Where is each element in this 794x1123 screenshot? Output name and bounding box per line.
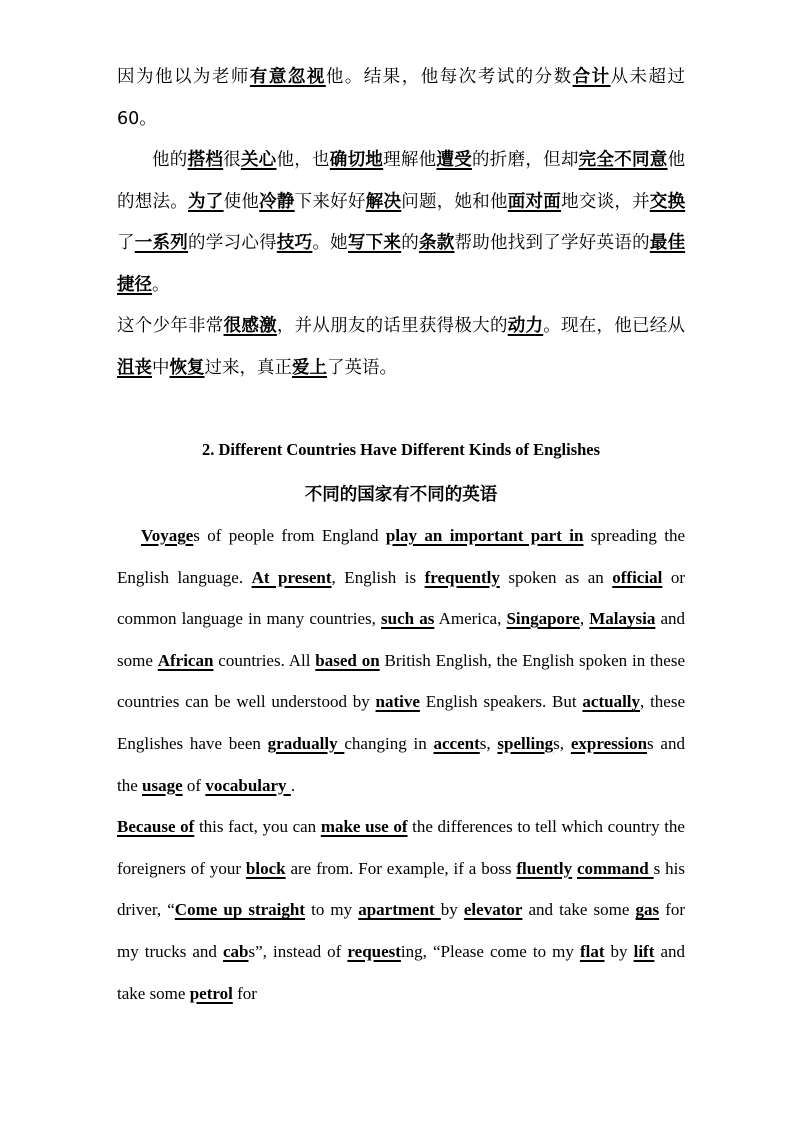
text-run: and some xyxy=(117,609,686,670)
underline xyxy=(636,900,660,919)
vocab-term: 恢复 xyxy=(169,357,205,378)
vocab-term: block xyxy=(245,858,286,878)
text-run: to my xyxy=(305,900,359,920)
underline xyxy=(634,942,655,961)
underline xyxy=(464,900,523,919)
underline xyxy=(508,192,561,212)
underline xyxy=(315,651,379,670)
underline xyxy=(579,150,668,170)
text-run: for xyxy=(232,983,257,1003)
text-run: spreading the English language. xyxy=(117,526,686,587)
english-body xyxy=(117,515,685,1014)
vocab-term: accent xyxy=(433,733,480,753)
vocab-term: spelling xyxy=(497,733,554,753)
vocab-term: 很感激 xyxy=(223,316,277,336)
cn-paragraph-2 xyxy=(117,140,685,306)
vocab-term: lift xyxy=(633,941,655,961)
text-run: 。 xyxy=(152,274,170,295)
vocab-term: 面对面 xyxy=(507,191,562,212)
underline xyxy=(497,734,553,753)
vocab-term: 合计 xyxy=(572,67,611,87)
underline xyxy=(573,67,611,87)
vocab-term: based on xyxy=(315,650,380,670)
text-run: s, xyxy=(553,733,571,753)
vocab-term: cab xyxy=(223,941,249,961)
text-run: changing in xyxy=(344,733,434,753)
vocab-term: 确切地 xyxy=(329,150,384,170)
vocab-term: 有意忽视 xyxy=(249,67,326,87)
underline xyxy=(386,526,584,545)
underline xyxy=(250,67,326,87)
vocab-term: 一系列 xyxy=(134,233,189,253)
text-run: America, xyxy=(434,609,507,629)
underline xyxy=(582,692,640,711)
vocab-term: 技巧 xyxy=(276,233,313,253)
vocab-term: flat xyxy=(579,941,605,961)
underline xyxy=(241,150,277,170)
text-run: or common language in many countries, xyxy=(117,567,685,629)
vocab-term: native xyxy=(375,692,420,712)
underline xyxy=(508,316,544,336)
text-run: 地交谈，并 xyxy=(561,191,650,212)
vocab-term: such as xyxy=(381,609,435,629)
cn-paragraph-1 xyxy=(117,57,685,140)
underline xyxy=(376,692,420,711)
vocab-term: usage xyxy=(142,775,183,795)
text-run: 从未超过 60。 xyxy=(117,67,686,129)
underline xyxy=(170,358,205,378)
vocab-term: play an important part in xyxy=(385,526,584,545)
vocab-term: official xyxy=(612,567,663,587)
text-run: are from. For example, if a boss xyxy=(285,858,517,878)
underline xyxy=(259,192,295,212)
text-run: 的学习心得 xyxy=(188,233,277,253)
section-title-cn: 不同的国家有不同的英语 xyxy=(304,485,498,505)
vocab-term: gas xyxy=(635,900,660,920)
vocab-term: Malaysia xyxy=(589,609,656,629)
text-run: 的 xyxy=(401,233,419,253)
underline xyxy=(580,942,605,961)
vocab-term: Singapore xyxy=(506,609,580,629)
underline xyxy=(434,734,480,753)
vocab-term: actually xyxy=(582,692,641,712)
text-run: 了 xyxy=(117,233,135,253)
underline xyxy=(141,526,193,545)
underline xyxy=(506,609,579,628)
text-run: 过来，真正 xyxy=(204,357,292,378)
underline xyxy=(252,568,332,587)
text-run: 他。结果，他每次考试的分数 xyxy=(325,67,573,87)
underline xyxy=(589,609,655,628)
underline xyxy=(425,568,500,587)
cn-paragraph-3 xyxy=(117,306,685,389)
underline xyxy=(224,316,277,336)
text-run: 问题，她和他 xyxy=(401,191,508,212)
text-run: 了英语。 xyxy=(327,357,397,378)
underline xyxy=(612,568,662,587)
text-run: , these Englishes have been xyxy=(117,692,686,753)
underline xyxy=(188,150,224,170)
underline xyxy=(436,150,472,170)
vocab-term: 最佳捷径 xyxy=(117,233,686,295)
underline xyxy=(366,192,402,212)
vocab-term: 遭受 xyxy=(436,150,473,170)
text-run: 他的 xyxy=(152,150,188,170)
text-run: 很 xyxy=(223,150,241,170)
underline xyxy=(117,358,152,378)
vocab-term: 动力 xyxy=(507,316,544,336)
underline xyxy=(188,192,224,212)
underline xyxy=(348,233,401,253)
vocab-term: command xyxy=(576,858,654,878)
underline xyxy=(223,942,249,961)
document-page xyxy=(117,0,686,1003)
text-run: 这个少年非常 xyxy=(117,316,224,336)
text-run: for my trucks and xyxy=(117,900,686,961)
vocab-term: 条款 xyxy=(418,233,455,253)
text-run: by xyxy=(440,900,464,920)
vocab-term: Voyage xyxy=(141,526,194,545)
underline xyxy=(175,900,305,919)
text-run: 。她 xyxy=(312,233,348,253)
text-run: 他的想法。 xyxy=(117,150,686,212)
underline xyxy=(205,776,290,795)
text-run: 中 xyxy=(152,357,170,378)
text-run: 他，也 xyxy=(276,150,330,170)
text-run: countries. All xyxy=(213,650,316,670)
underline xyxy=(268,734,345,753)
underline xyxy=(246,859,286,878)
underline xyxy=(381,609,434,628)
underline xyxy=(158,651,214,670)
underline xyxy=(292,358,327,378)
underline xyxy=(419,233,455,253)
underline xyxy=(117,817,194,836)
text-run: , English is xyxy=(331,567,425,587)
text-run: s and the xyxy=(117,733,685,795)
underline xyxy=(577,859,654,878)
text-run: 的折磨，但却 xyxy=(472,150,579,170)
vocab-term: petrol xyxy=(189,983,233,1003)
underline xyxy=(650,192,685,212)
underline xyxy=(277,233,313,253)
text-run: s his driver, “ xyxy=(117,858,685,920)
vocab-term: 爱上 xyxy=(292,357,327,378)
text-run: 因为他以为老师 xyxy=(117,67,250,87)
text-run: 帮助他找到了学好英语的 xyxy=(454,233,650,253)
vocab-term: gradually xyxy=(267,733,345,753)
underline xyxy=(347,942,401,961)
text-run: 使他 xyxy=(223,191,260,212)
en-paragraph-2 xyxy=(117,806,685,1014)
vocab-term: Come up straight xyxy=(174,900,306,920)
text-run: and take some xyxy=(522,900,636,920)
text-run: ，并从朋友的话里获得极大的 xyxy=(276,316,508,336)
text-run: by xyxy=(604,941,634,961)
text-run: ing, “Please come to my xyxy=(400,941,580,961)
underline xyxy=(516,859,572,878)
vocab-term: Because of xyxy=(117,817,195,837)
vocab-term: elevator xyxy=(463,900,523,920)
underline xyxy=(142,776,183,795)
underline xyxy=(321,817,408,836)
text-run: of xyxy=(182,775,206,795)
vocab-term: 交换 xyxy=(649,191,686,212)
vocab-term: fluently xyxy=(516,858,573,878)
vocab-term: 完全不同意 xyxy=(578,150,668,170)
vocab-term: At present xyxy=(251,567,332,587)
text-run: and take some xyxy=(117,941,685,1003)
vocab-term: 解决 xyxy=(365,191,402,212)
underline xyxy=(330,150,383,170)
vocab-term: expression xyxy=(570,733,648,753)
vocab-term: vocabulary xyxy=(205,775,291,795)
underline xyxy=(135,233,188,253)
text-run: English speakers. But xyxy=(419,692,583,712)
text-run: 。现在，他已经从 xyxy=(543,316,686,336)
underline xyxy=(571,734,647,753)
vocab-term: African xyxy=(157,650,214,670)
vocab-term: apartment xyxy=(358,900,441,920)
vocab-term: 写下来 xyxy=(347,233,402,253)
vocab-term: 搭档 xyxy=(187,150,224,170)
vocab-term: make use of xyxy=(320,817,408,837)
text-run: the differences to tell which country the foreigners of your xyxy=(117,817,685,878)
underline xyxy=(190,984,233,1003)
text-run: s”, instead of xyxy=(248,941,348,961)
text-run: spoken as an xyxy=(499,567,613,587)
text-run: . xyxy=(290,775,296,795)
vocab-term: 沮丧 xyxy=(117,357,152,378)
vocab-term: 冷静 xyxy=(259,191,295,212)
underline xyxy=(358,900,441,919)
section-title-en: 2. Different Countries Have Different Kinds of Englishes xyxy=(201,440,601,459)
text-run: 下来好好 xyxy=(294,191,366,212)
vocab-term: 为了 xyxy=(188,191,224,212)
vocab-term: 关心 xyxy=(240,150,277,170)
text-run: s of people from England xyxy=(193,526,386,545)
vocab-term: frequently xyxy=(424,567,500,587)
en-paragraph-1 xyxy=(117,515,685,806)
text-run: 理解他 xyxy=(383,150,437,170)
text-run: s, xyxy=(479,733,498,753)
vocab-term: request xyxy=(347,941,401,961)
text-run: , xyxy=(579,609,590,629)
text-run: British English, the English spoken in these countries can be well understood by xyxy=(117,650,685,712)
text-run: this fact, you can xyxy=(194,817,321,837)
